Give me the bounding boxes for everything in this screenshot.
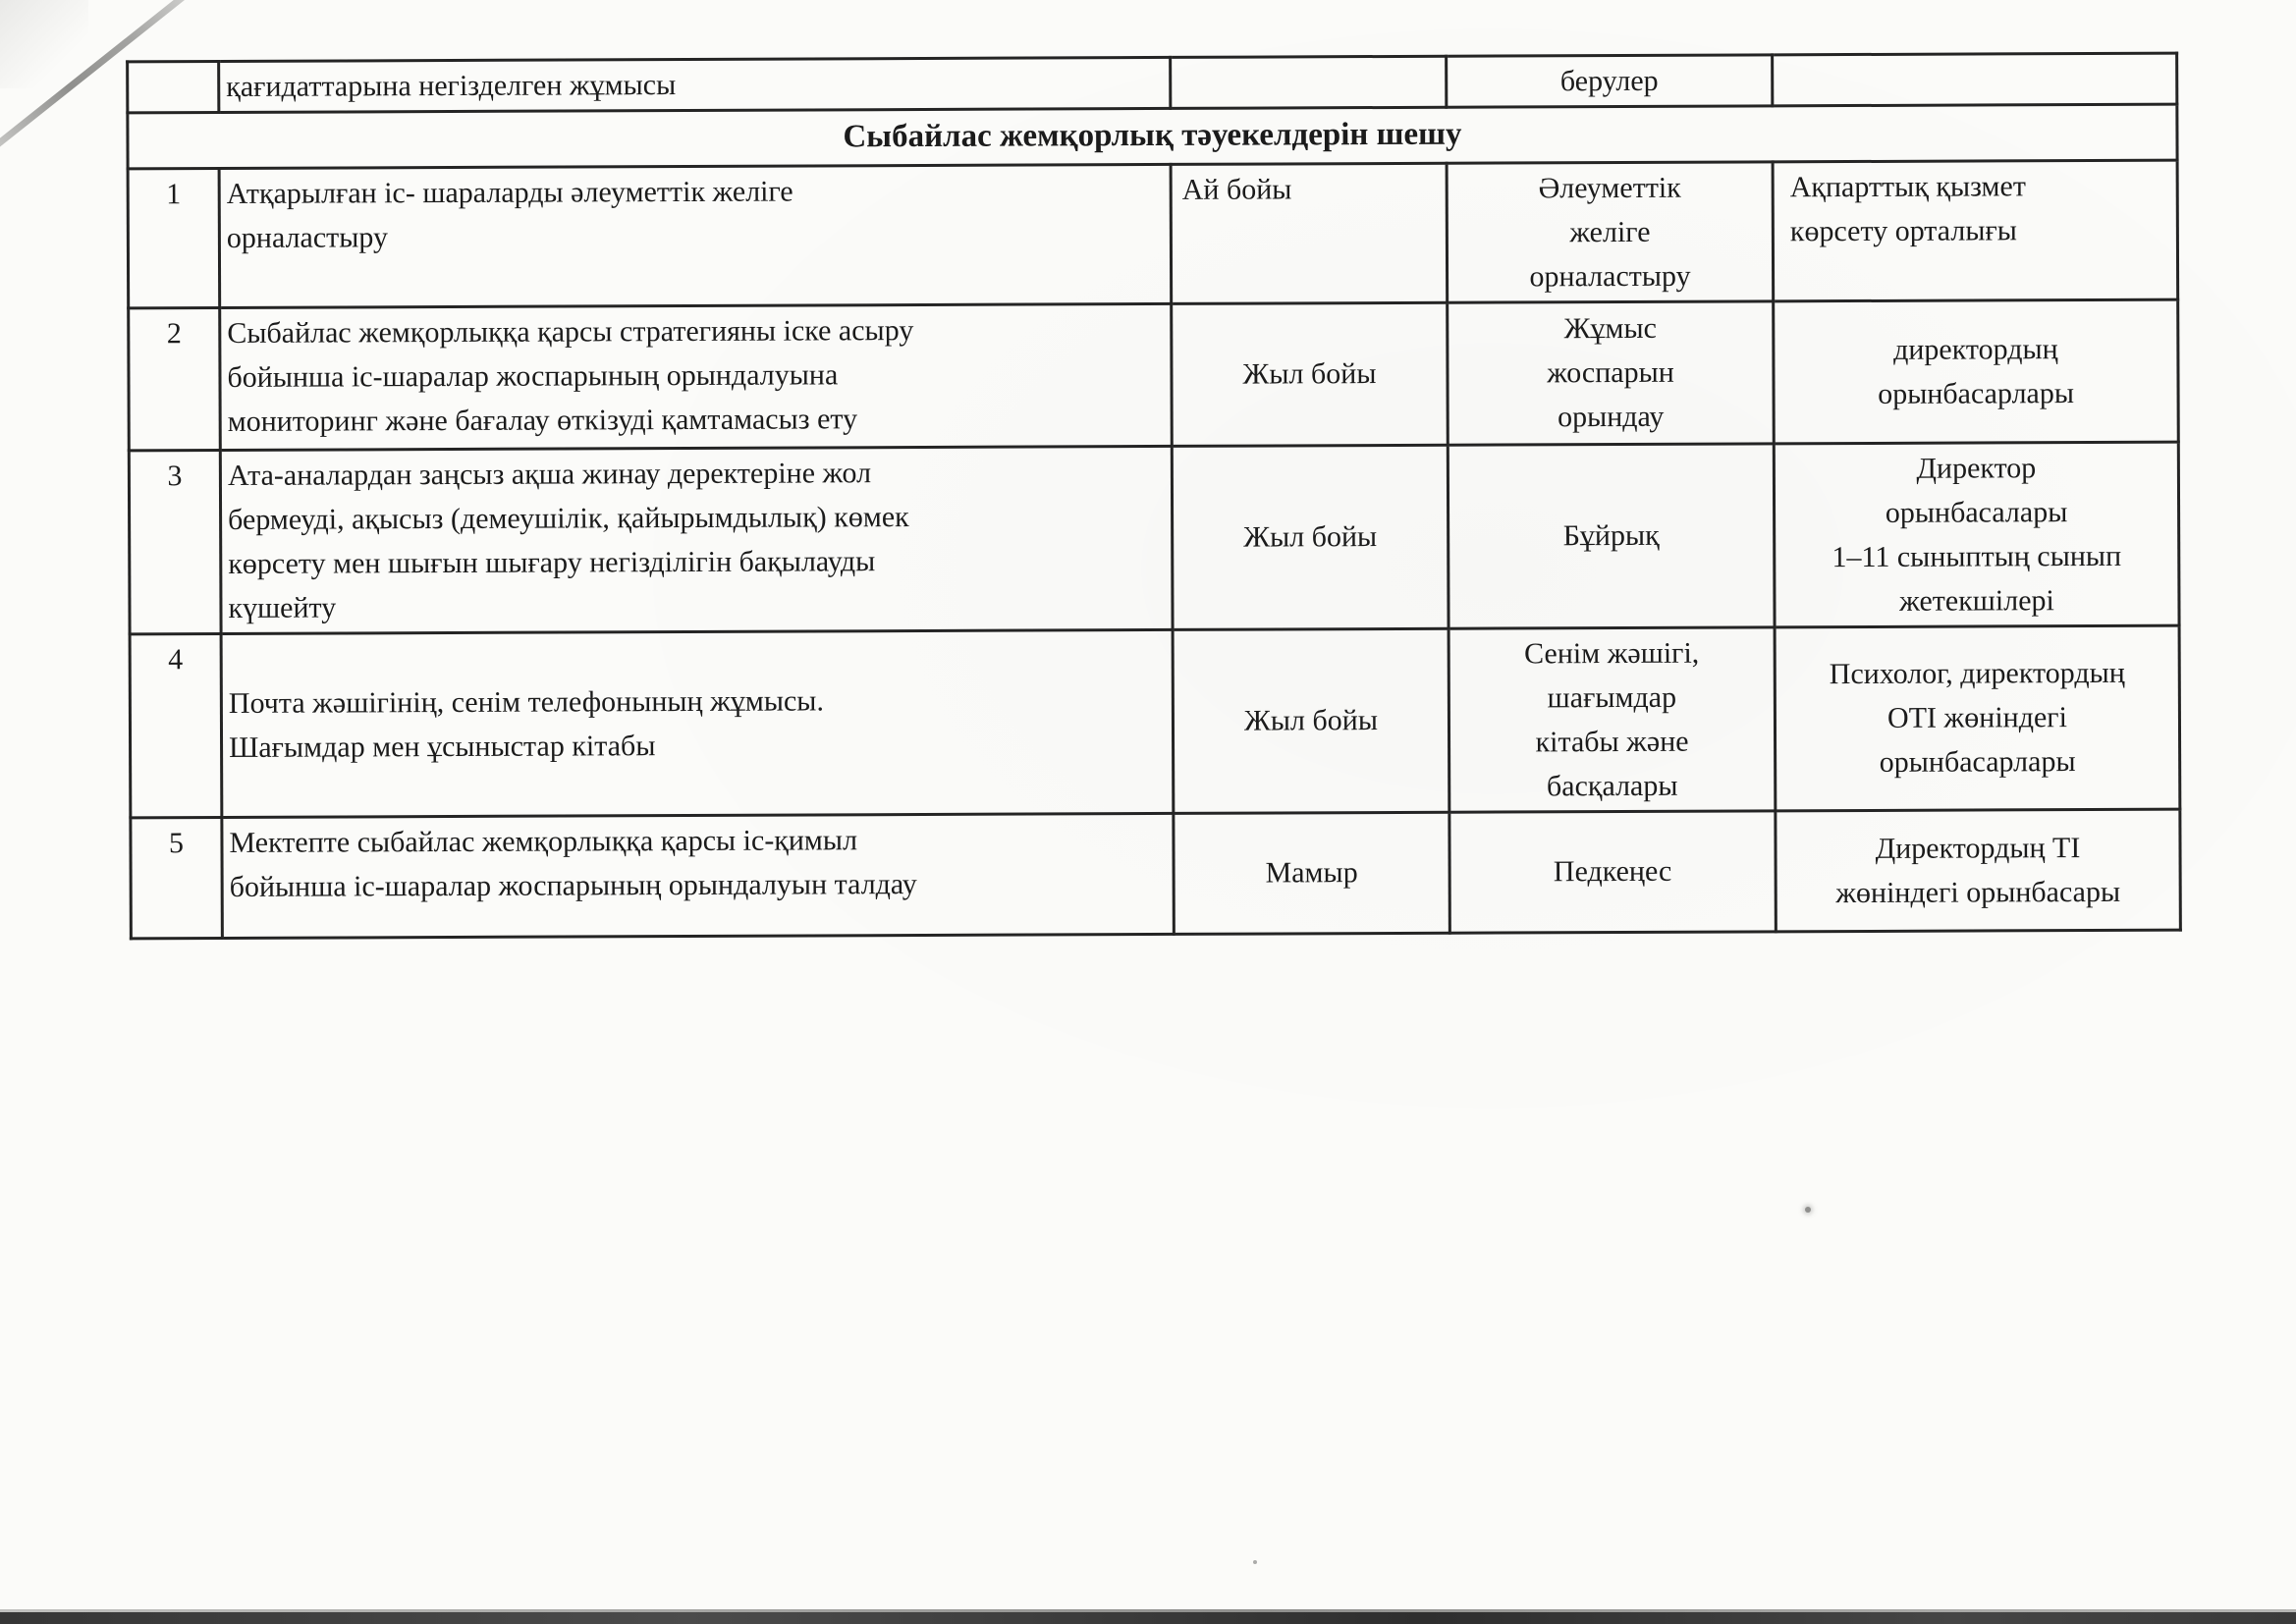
cell-activity: қағидаттарына негізделген жұмысы <box>219 57 1171 112</box>
cell-num: 2 <box>129 307 221 450</box>
cell-timing: Ай бойы <box>1171 163 1448 303</box>
cell-form: Әлеуметтік желіге орналастыру <box>1447 161 1774 301</box>
scan-speck <box>1805 1207 1811 1213</box>
cell-responsible: Директордың ТІ жөніндегі орынбасары <box>1776 809 2181 932</box>
table-row <box>131 809 2180 939</box>
cell-responsible: директордың орынбасарлары <box>1774 299 2179 444</box>
cell-form: Бұйрық <box>1448 443 1775 627</box>
table-row <box>130 625 2180 818</box>
cell-timing: Жыл бойы <box>1172 445 1449 629</box>
cell-activity: Ата-аналардан заңсыз ақша жинау деректеріне жол бермеуді, ақысыз (демеушілік, қайырымдылық) көмек көрсету мен шығын шығару негізділігін бақылауды күшейту <box>220 446 1173 633</box>
scan-bottom-edge <box>0 1612 2296 1624</box>
cell-responsible: Психолог, директордың ОТІ жөніндегі орынбасарлары <box>1775 625 2180 811</box>
cell-responsible: Директор орынбасалары 1–11 сыныптың сынып жетекшілері <box>1774 442 2179 627</box>
cell-form: берулер <box>1447 55 1773 107</box>
cell-num: 5 <box>131 817 223 938</box>
cell-form: Жұмыс жоспарын орындау <box>1448 300 1775 444</box>
cell-num: 1 <box>128 168 220 307</box>
cell-activity: Сыбайлас жемқорлыққа қарсы стратегияны іске асыру бойынша іс-шаралар жоспарының орындалуына мониторинг және бағалау өткізуді қамтамасыз ету <box>220 303 1173 450</box>
cell-timing: Мамыр <box>1174 812 1450 934</box>
cell-timing <box>1171 56 1447 108</box>
scan-speck <box>1253 1560 1257 1564</box>
cell-activity: Атқарылған іс- шараларды әлеуметтік желіге орналастыру <box>219 164 1172 307</box>
cell-activity: Почта жәшігінің, сенім телефонының жұмысы. Шағымдар мен ұсыныстар кітабы <box>221 629 1174 817</box>
cell-timing: Жыл бойы <box>1172 302 1449 446</box>
cell-responsible <box>1773 53 2177 106</box>
cell-form: Педкеңес <box>1449 810 1777 932</box>
table-row <box>129 442 2179 634</box>
table-row <box>129 299 2179 451</box>
scan-corner-shade <box>0 0 88 88</box>
table-row <box>128 160 2178 308</box>
section-header-row <box>128 104 2177 168</box>
cell-timing: Жыл бойы <box>1173 628 1449 813</box>
cell-responsible: Ақпарттық қызмет көрсету орталығы <box>1773 160 2178 301</box>
carryover-row <box>128 53 2177 113</box>
cell-form: Сенім жәшігі, шағымдар кітабы және басқалары <box>1449 626 1776 811</box>
cell-num: 4 <box>130 633 222 817</box>
section-title: Сыбайлас жемқорлық тәуекелдерін шешу <box>128 104 2177 168</box>
cell-activity: Мектепте сыбайлас жемқорлыққа қарсы іс-қимыл бойынша іс-шаралар жоспарының орындалуын талдау <box>222 813 1175 938</box>
cell-num: 3 <box>129 450 221 633</box>
anticorruption-action-plan-table <box>126 52 2182 940</box>
cell-num <box>128 61 219 112</box>
